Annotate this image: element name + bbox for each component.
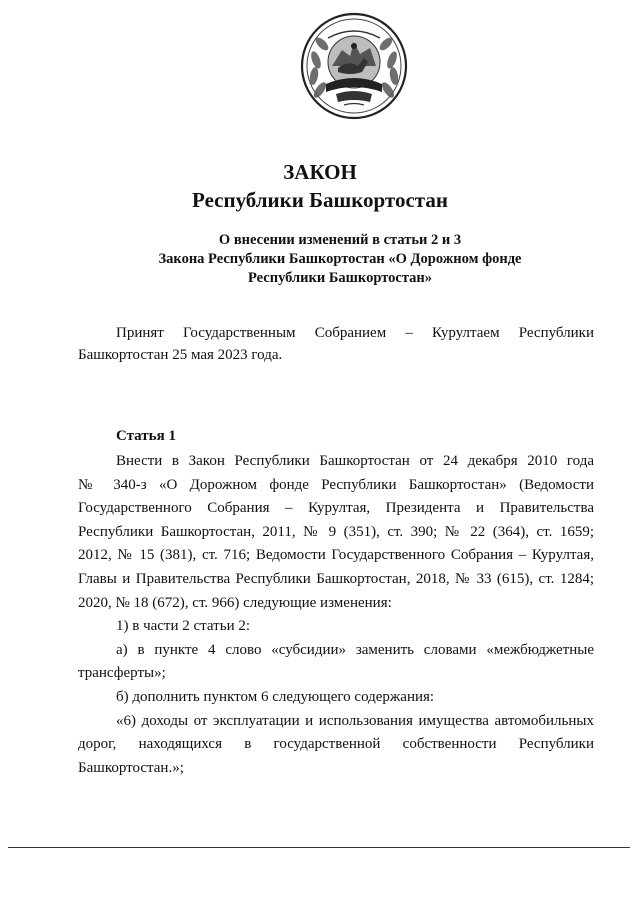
document-title: ЗАКОН (283, 160, 357, 184)
body-line: 1) в части 2 статьи 2: (116, 618, 251, 635)
adoption-statement (78, 322, 594, 366)
subject-line: Закона Республики Башкортостан «О Дорожном фонде (158, 251, 522, 267)
adoption-line: Принят Государственным Собранием – Курултаем Республики (116, 325, 594, 341)
body-line: Государственного Собрания – Курултая, Президента и Правительства (78, 500, 594, 517)
body-line: Внести в Закон Республики Башкортостан от 24 декабря 2010 года (116, 453, 594, 469)
body-line: № 340-з «О Дорожном фонде Республики Башкортостан» (Ведомости (78, 476, 594, 493)
subject-line: О внесении изменений в статьи 2 и 3 (218, 232, 462, 248)
body-line: 2012, № 15 (381), ст. 716; Ведомости Государственного Собрания – Курултая, (78, 547, 594, 564)
document-subtitle: Республики Башкортостан (192, 188, 448, 212)
subject-line: Республики Башкортостан» (248, 270, 432, 286)
body-line: Республики Башкортостан, 2011, № 9 (351), ст. 390; № 22 (364), ст. 1659; (78, 523, 594, 540)
body-line: трансферты»; (78, 665, 166, 682)
article-title: Статья 1 (116, 428, 176, 444)
page-divider (8, 847, 630, 848)
body-line: «6) доходы от эксплуатации и использования имущества автомобильных (116, 712, 594, 729)
body-line: дорог, находящихся в государственной собственности Республики (78, 736, 594, 753)
adoption-line: Башкортостан 25 мая 2023 года. (78, 347, 283, 363)
coat-of-arms-icon (298, 10, 410, 122)
article-body (78, 450, 594, 780)
body-line: Башкортостан.»; (78, 759, 184, 776)
law-subject (100, 231, 580, 288)
body-line: Главы и Правительства Республики Башкортостан, 2018, № 33 (615), ст. 1284; (78, 570, 594, 587)
body-line: а) в пункте 4 слово «субсидии» заменить словами «межбюджетные (116, 641, 594, 658)
body-line: 2020, № 18 (672), ст. 966) следующие изменения: (78, 594, 392, 611)
body-line: б) дополнить пунктом 6 следующего содержания: (116, 688, 435, 705)
